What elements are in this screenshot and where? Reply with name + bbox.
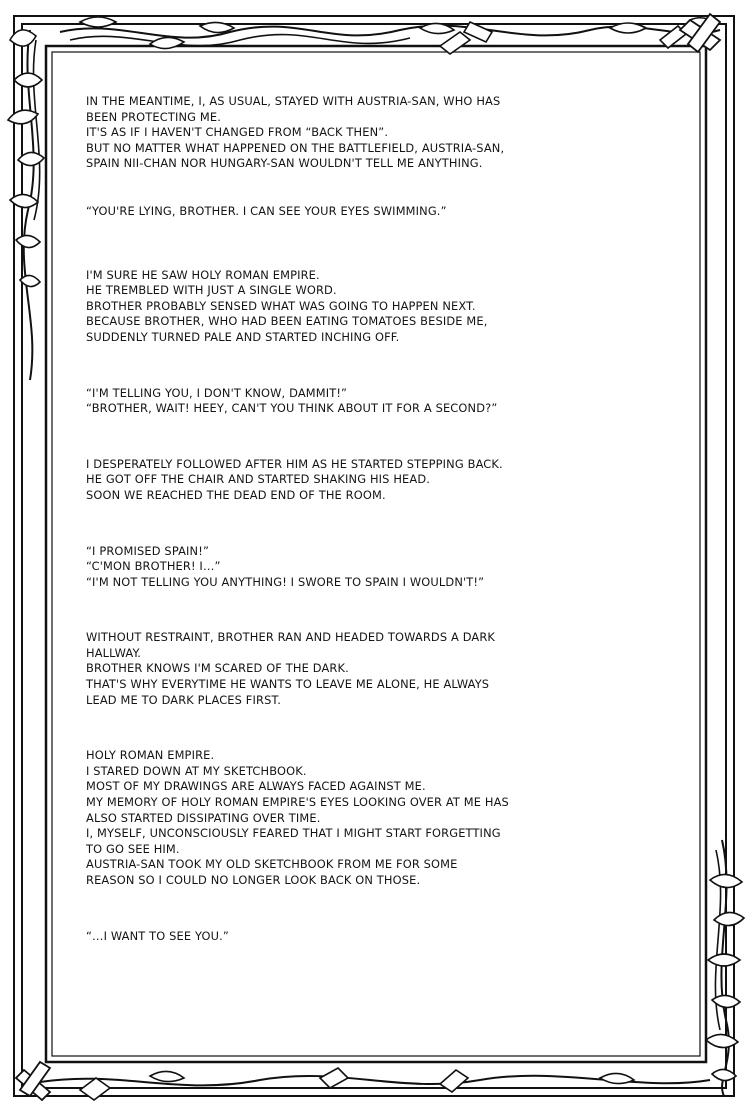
text-line: SOON WE REACHED THE DEAD END OF THE ROOM. <box>86 487 386 502</box>
text-line: LEAD ME TO DARK PLACES FIRST. <box>86 692 281 707</box>
text-line: I STARED DOWN AT MY SKETCHBOOK. <box>86 763 307 778</box>
text-line: TO GO SEE HIM. <box>86 841 180 856</box>
paragraph-8 <box>86 748 666 888</box>
text-line: “I'M NOT TELLING YOU ANYTHING! I SWORE TO SPAIN I WOULDN'T!” <box>86 574 485 589</box>
text-line: BROTHER PROBABLY SENSED WHAT WAS GOING TO HAPPEN NEXT. <box>86 298 476 313</box>
top-vine-ornament <box>60 17 720 54</box>
text-line: HE GOT OFF THE CHAIR AND STARTED SHAKING HIS HEAD. <box>86 472 431 487</box>
text-line: THAT'S WHY EVERYTIME HE WANTS TO LEAVE ME ALONE, HE ALWAYS <box>86 677 490 692</box>
text-line: SUDDENLY TURNED PALE AND STARTED INCHING OFF. <box>86 329 400 344</box>
paragraph-9 <box>86 929 666 945</box>
text-line: HE TREMBLED WITH JUST A SINGLE WORD. <box>86 283 337 298</box>
text-line: HALLWAY. <box>86 645 142 660</box>
text-line: HOLY ROMAN EMPIRE. <box>86 748 215 763</box>
text-line: MY MEMORY OF HOLY ROMAN EMPIRE'S EYES LOOKING OVER AT ME HAS <box>86 795 509 810</box>
text-line: ALSO STARTED DISSIPATING OVER TIME. <box>86 810 321 825</box>
text-line: “I'M TELLING YOU, I DON'T KNOW, DAMMIT!” <box>86 385 348 400</box>
paragraph-3 <box>86 268 666 346</box>
paragraph-7 <box>86 630 666 708</box>
text-line: MOST OF MY DRAWINGS ARE ALWAYS FACED AGAINST ME. <box>86 779 426 794</box>
text-line: I DESPERATELY FOLLOWED AFTER HIM AS HE STARTED STEPPING BACK. <box>86 456 503 471</box>
text-line: IN THE MEANTIME, I, AS USUAL, STAYED WITH AUSTRIA-SAN, WHO HAS <box>86 94 501 108</box>
text-line: BECAUSE BROTHER, WHO HAD BEEN EATING TOMATOES BESIDE ME, <box>86 314 488 329</box>
text-line: “BROTHER, WAIT! HEEY, CAN'T YOU THINK ABOUT IT FOR A SECOND?” <box>86 401 498 416</box>
text-line: BUT NO MATTER WHAT HAPPENED ON THE BATTLEFIELD, AUSTRIA-SAN, <box>86 140 505 155</box>
text-line: “…I WANT TO SEE YOU.” <box>86 928 229 943</box>
text-line: “C'MON BROTHER! I…” <box>86 559 221 574</box>
text-line: I, MYSELF, UNCONSCIOUSLY FEARED THAT I MIGHT START FORGETTING <box>86 826 501 841</box>
text-line: AUSTRIA-SAN TOOK MY OLD SKETCHBOOK FROM ME FOR SOME <box>86 857 458 872</box>
paragraph-2 <box>86 204 666 220</box>
text-line: BROTHER KNOWS I'M SCARED OF THE DARK. <box>86 661 349 676</box>
paragraph-4 <box>86 386 666 417</box>
paragraph-1 <box>86 94 666 172</box>
text-line: REASON SO I COULD NO LONGER LOOK BACK ON THOSE. <box>86 873 421 887</box>
text-line: WITHOUT RESTRAINT, BROTHER RAN AND HEADED TOWARDS A DARK <box>86 630 496 645</box>
story-text <box>86 94 666 944</box>
text-line: BEEN PROTECTING ME. <box>86 109 221 124</box>
text-line: “I PROMISED SPAIN!” <box>86 543 209 558</box>
text-line: “YOU'RE LYING, BROTHER. I CAN SEE YOUR EYES SWIMMING.” <box>86 203 447 218</box>
text-line: I'M SURE HE SAW HOLY ROMAN EMPIRE. <box>86 267 320 282</box>
paragraph-5 <box>86 457 666 504</box>
paragraph-6 <box>86 544 666 591</box>
text-line: SPAIN NII-CHAN NOR HUNGARY-SAN WOULDN'T TELL ME ANYTHING. <box>86 156 483 171</box>
text-line: IT'S AS IF I HAVEN'T CHANGED FROM “BACK THEN”. <box>86 125 389 140</box>
